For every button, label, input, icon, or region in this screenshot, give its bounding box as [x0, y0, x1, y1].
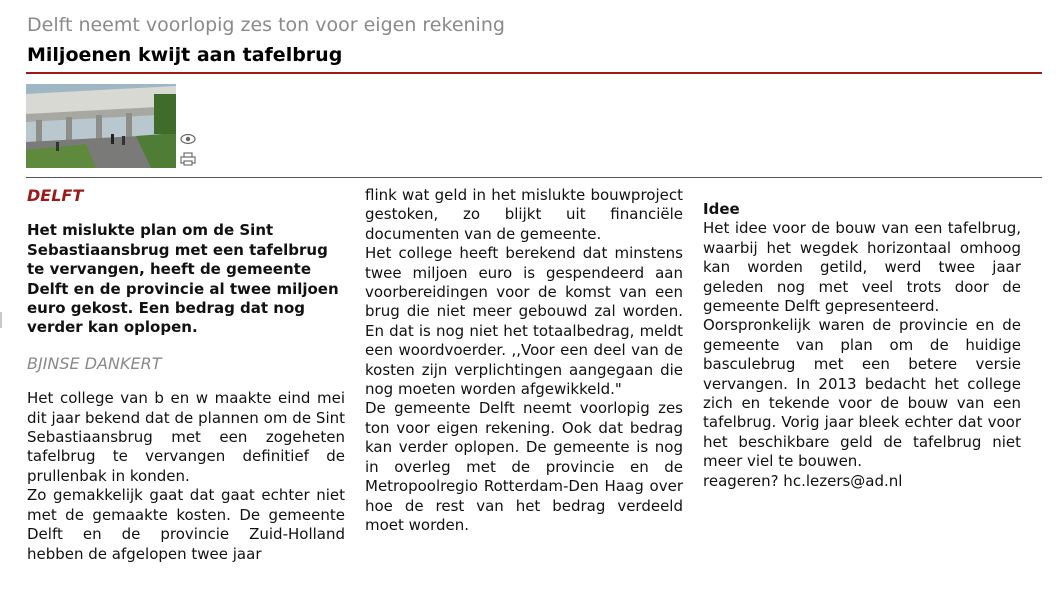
- dateline: DELFT: [27, 186, 84, 205]
- paragraph: Het idee voor de bouw van een tafelbrug, waarbij het wegdek horizontaal omhoog kan worden getild, werd twee jaar geleden nog met veel trots door de gemeente Delft gepresenteerd.: [703, 219, 1021, 316]
- paragraph: Oorspronkelijk waren de provincie en de gemeente van plan om de huidige basculebrug met een betere versie vervangen. In 2013 bedacht het college zich en tekende voor de bouw van een tafelbrug. Vorig jaar bleek echter dat voor het beschikbare geld de tafelbrug niet meer viel te bouwen.: [703, 316, 1021, 471]
- article-headline: Miljoenen kwijt aan tafelbrug: [27, 44, 343, 66]
- headline-divider: [26, 72, 1042, 74]
- subheading: Idee: [703, 200, 740, 218]
- article-divider: [26, 177, 1042, 178]
- eye-icon[interactable]: [180, 131, 196, 145]
- bridge-photo-illustration: [26, 84, 176, 168]
- scroll-edge-marker: [0, 312, 2, 328]
- reader-contact: reageren? hc.lezers@ad.nl: [703, 471, 903, 490]
- paragraph: flink wat geld in het mislukte bouwproject gestoken, zo blijkt uit financiële documenten van de gemeente.: [365, 186, 683, 243]
- article-column-1: [27, 186, 345, 564]
- byline: BJINSE DANKERT: [27, 353, 162, 373]
- article-lede: Het mislukte plan om de Sint Sebastiaansbrug met een tafelbrug te vervangen, heeft de gemeente Delft en de provincie al twee miljoen euro gekost. Een bedrag dat nog verder kan oplopen.: [27, 221, 339, 337]
- article-photo[interactable]: [26, 84, 176, 168]
- paragraph: Het college van b en w maakte eind mei dit jaar bekend dat de plannen om de Sint Sebastiaansbrug met een zogeheten tafelbrug te vervangen definitief de prullenbak in konden.: [27, 389, 345, 485]
- printer-icon[interactable]: [180, 151, 196, 165]
- paragraph: Zo gemakkelijk gaat dat gaat echter niet met de gemaakte kosten. De gemeente Delft en de provincie Zuid-Holland hebben de afgelopen twee jaar: [27, 486, 345, 563]
- paragraph: Het college heeft berekend dat minstens twee miljoen euro is gespendeerd aan voorbereidingen voor de komst van een brug die niet meer gebouwd zal worden. En dat is nog niet het totaalbedrag, meldt een woordvoerder. ,,Voor een deel van de kosten zijn verplichtingen aangegaan die nog moeten worden afgewikkeld.": [365, 244, 683, 399]
- article-column-2: [365, 186, 683, 535]
- article-column-3: [703, 186, 1021, 491]
- article-kicker: Delft neemt voorlopig zes ton voor eigen rekening: [27, 14, 505, 36]
- paragraph: De gemeente Delft neemt voorlopig zes ton voor eigen rekening. Ook dat bedrag kan verder oplopen. De gemeente is nog in overleg met de provincie en de Metropoolregio Rotterdam-Den Haag over hoe de rest van het bedrag verdeeld moet worden.: [365, 399, 683, 534]
